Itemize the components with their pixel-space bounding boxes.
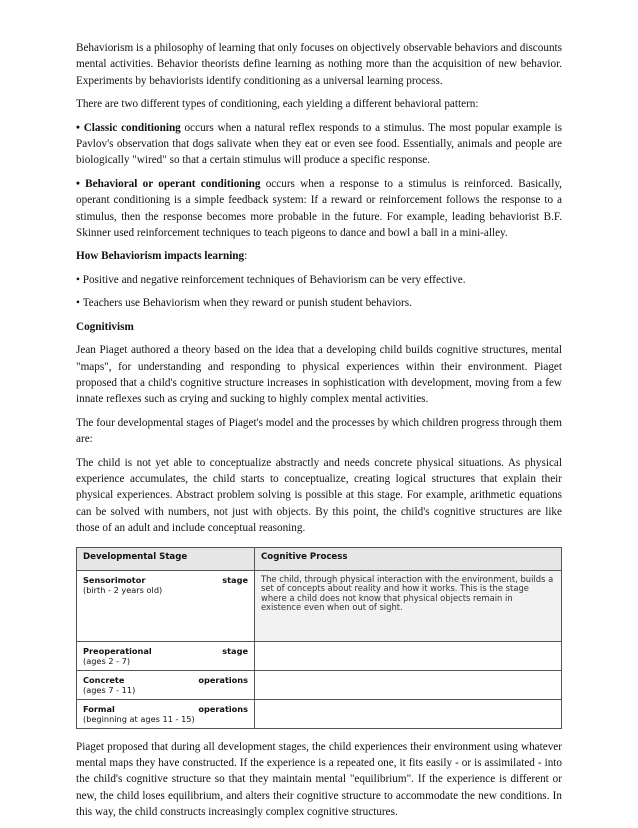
classic-conditioning-item — [76, 120, 562, 169]
stage-age: (ages 7 - 11) — [83, 684, 136, 695]
stage-name: Sensorimotor — [83, 574, 146, 585]
stage-age: (ages 2 - 7) — [83, 655, 131, 666]
table-header-row — [77, 547, 562, 570]
classic-conditioning-term: • Classic conditioning — [76, 122, 181, 134]
stage-cell — [77, 670, 255, 699]
stage-type: stage — [222, 574, 248, 585]
stage-cell — [77, 699, 255, 728]
impact-bullet-1: • Positive and negative reinforcement techniques of Behaviorism can be very effective. — [76, 272, 562, 288]
classic-conditioning-text: occurs when a natural reflex responds to a stimulus. The most popular example is Pavlov's observation that dogs salivate when they eat or even see food. Essentially, animals and people are biologically "wired" so that a certain stimulus will produce a specific response. — [76, 121, 563, 167]
stage-name: Preoperational — [83, 645, 152, 656]
operant-conditioning-item — [76, 176, 562, 242]
equilibrium-paragraph: Piaget proposed that during all development stages, the child experiences their environment using whatever mental maps they have constructed. If the experience is a repeated one, it fits easily - or is assimilated - into the child's cognitive structure so that they maintain mental "equilibrium". If the experience is different or new, the child loses equilibrium, and alters their cognitive structure to accommodate the new conditions. In this way, the child constructs increasingly complex cognitive structures. — [76, 740, 562, 819]
stages-intro: The four developmental stages of Piaget's model and the processes by which children progress through them are: — [76, 416, 562, 446]
stage-type: operations — [198, 674, 248, 685]
stage-name: Formal — [83, 703, 115, 714]
document-page — [76, 40, 562, 828]
piaget-stages-table — [76, 547, 562, 729]
process-cell — [255, 641, 562, 670]
header-developmental-stage: Developmental Stage — [77, 547, 255, 570]
impacts-heading-colon: : — [244, 250, 248, 263]
stage-age: (birth - 2 years old) — [83, 584, 163, 595]
table-row — [77, 670, 562, 699]
header-cognitive-process: Cognitive Process — [255, 547, 562, 570]
stage-cell — [77, 570, 255, 641]
concrete-stage-paragraph: The child is not yet able to conceptualize abstractly and needs concrete physical situations. As physical experience accumulates, the child starts to conceptualize, creating logical structures that explain their physical experiences. Abstract problem solving is possible at this stage. For example, arithmetic equations can be solved with numbers, not just with objects. By this point, the child's cognitive structures are like those of an adult and include conceptual reasoning. — [76, 456, 562, 535]
conditioning-intro: There are two different types of conditioning, each yielding a different behavioral pattern: — [76, 98, 479, 111]
process-cell — [255, 699, 562, 728]
stage-name: Concrete — [83, 674, 125, 685]
process-cell: The child, through physical interaction with the environment, builds a set of concepts about reality and how it works. This is the stage where a child does not know that physical objects remain in existence even when out of sight. — [255, 570, 562, 641]
table-row — [77, 570, 562, 641]
table-row — [77, 699, 562, 728]
impacts-heading-text: How Behaviorism impacts learning — [76, 250, 245, 263]
stage-age: (beginning at ages 11 - 15) — [83, 713, 195, 724]
process-cell — [255, 670, 562, 699]
stage-cell — [77, 641, 255, 670]
impacts-heading — [76, 248, 562, 264]
stage-type: operations — [198, 703, 248, 714]
operant-conditioning-term: • Behavioral or operant conditioning — [76, 178, 260, 190]
piaget-theory-paragraph: Jean Piaget authored a theory based on the idea that a developing child builds cognitive structures, mental "maps", for understanding and responding to physical experiences within their environment. Piaget proposed that a child's cognitive structure increases in sophistication with development, moving from a few innate reflexes such as crying and sucking to highly complex mental activities. — [76, 344, 562, 406]
table-row — [77, 641, 562, 670]
stage-type: stage — [222, 645, 248, 656]
cognitivism-heading: Cognitivism — [76, 320, 134, 333]
operant-conditioning-text: occurs when a response to a stimulus is reinforced. Basically, operant conditioning is a simple feedback system: If a reward or reinforcement follows the response to a stimulus, then the response becomes more probable in the future. For example, leading behaviorist B.F. Skinner used reinforcement techniques to teach pigeons to dance and bowl a ball in a mini-alley. — [76, 177, 562, 240]
impact-bullet-2: • Teachers use Behaviorism when they reward or punish student behaviors. — [76, 295, 562, 311]
behaviorism-intro: Behaviorism is a philosophy of learning that only focuses on objectively observable behaviors and discounts mental activities. Behavior theorists define learning as nothing more than the acquisition of new behavior. Experiments by behaviorists identify conditioning as a universal learning process. — [76, 42, 562, 87]
